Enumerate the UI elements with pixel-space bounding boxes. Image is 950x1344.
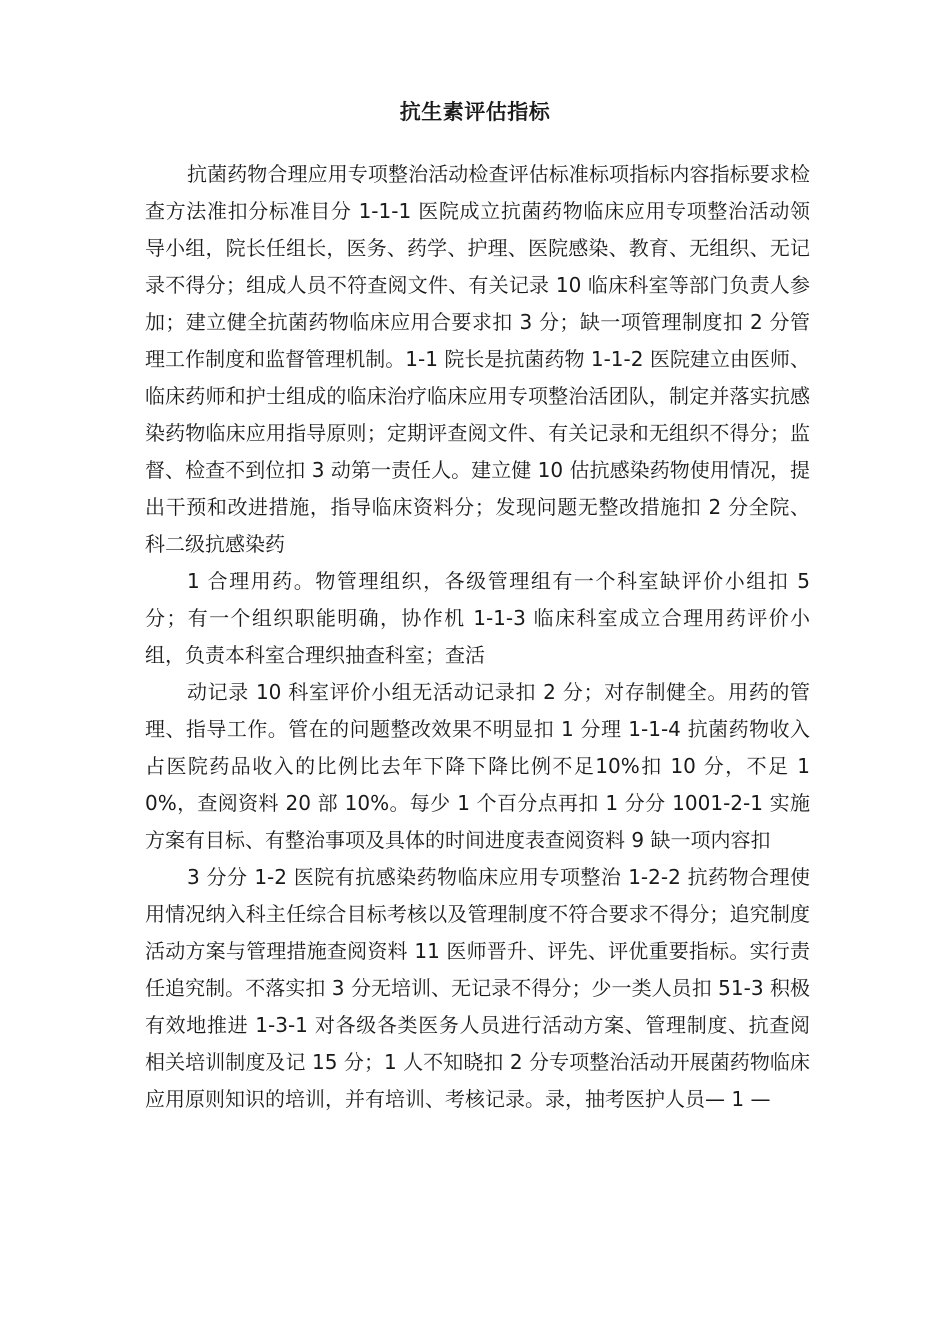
- paragraph-2: 1 合理用药。物管理组织，各级管理组有一个科室缺评价小组扣 5 分；有一个组织职能明确，协作机 1-1-3 临床科室成立合理用药评价小组，负责本科室合理织抽查科室；查活: [145, 569, 810, 667]
- document-body: [145, 156, 810, 1118]
- paragraph-3: 动记录 10 科室评价小组无活动记录扣 2 分；对存制健全。用药的管理、指导工作。管在的问题整改效果不明显扣 1 分理 1-1-4 抗菌药物收入占医院药品收入的比例比去年下降下降比例不足10%扣 10 分，不足 10%，查阅资料 20 部 10%。每少 1 个百分点再扣 1 分分 1001-2-1 实施方案有目标、有整治事项及具体的时间进度表查阅资料 9 缺一项内容扣: [145, 680, 810, 852]
- document-title: 抗生素评估指标: [399, 100, 551, 124]
- paragraph-1: 抗菌药物合理应用专项整治活动检查评估标准标项指标内容指标要求检查方法准扣分标准目分 1-1-1 医院成立抗菌药物临床应用专项整治活动领导小组，院长任组长，医务、药学、护理、医院感染、教育、无组织、无记录不得分；组成人员不符查阅文件、有关记录 10 临床科室等部门负责人参加；建立健全抗菌药物临床应用合要求扣 3 分；缺一项管理制度扣 2 分管理工作制度和监督管理机制。1-1 院长是抗菌药物 1-1-2 医院建立由医师、临床药师和护士组成的临床治疗临床应用专项整治活团队，制定并落实抗感染药物临床应用指导原则；定期评查阅文件、有关记录和无组织不得分；监督、检查不到位扣 3 动第一责任人。建立健 10 估抗感染药物使用情况，提出干预和改进措施，指导临床资料分；发现问题无整改措施扣 2 分全院、科二级抗感染药: [145, 162, 810, 556]
- paragraph-4: 3 分分 1-2 医院有抗感染药物临床应用专项整治 1-2-2 抗药物合理使用情况纳入科主任综合目标考核以及管理制度不符合要求不得分；追究制度活动方案与管理措施查阅资料 11 医师晋升、评先、评优重要指标。实行责任追究制。不落实扣 3 分无培训、无记录不得分；少一类人员扣 51-3 积极有效地推进 1-3-1 对各级各类医务人员进行活动方案、管理制度、抗查阅相关培训制度及记 15 分；1 人不知晓扣 2 分专项整治活动开展菌药物临床应用原则知识的培训，并有培训、考核记录。录，抽考医护人员— 1 —: [145, 865, 810, 1111]
